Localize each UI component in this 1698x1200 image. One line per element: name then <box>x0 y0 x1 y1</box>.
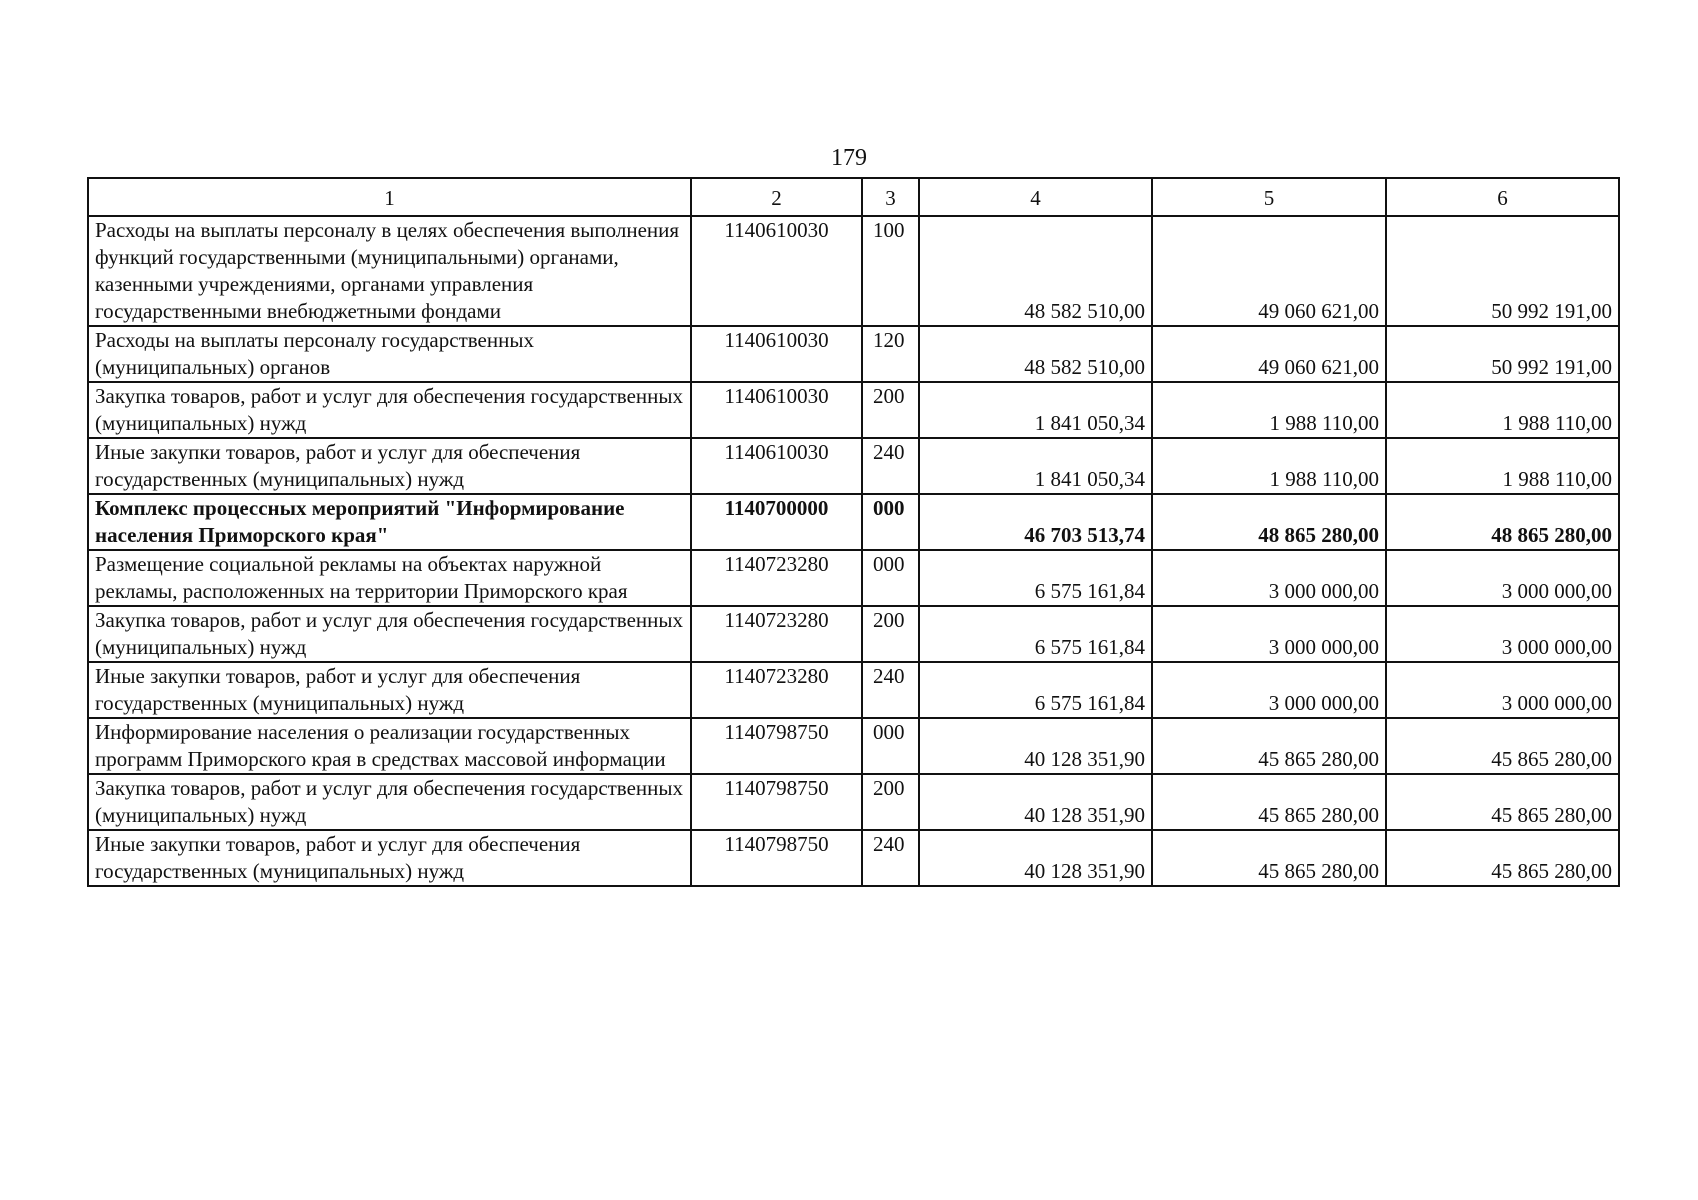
row-name: Расходы на выплаты персоналу государственных (муниципальных) органов <box>88 326 691 382</box>
table-body <box>88 216 1619 886</box>
table-row <box>88 774 1619 830</box>
row-amount-col-5: 45 865 280,00 <box>1152 774 1386 830</box>
row-amount-col-4: 48 582 510,00 <box>919 326 1152 382</box>
row-expense-type: 200 <box>862 774 919 830</box>
row-name: Информирование населения о реализации государственных программ Приморского края в средствах массовой информации <box>88 718 691 774</box>
row-expense-type: 000 <box>862 550 919 606</box>
row-amount-col-4: 1 841 050,34 <box>919 382 1152 438</box>
table-row <box>88 326 1619 382</box>
table-row <box>88 606 1619 662</box>
row-amount-col-6: 3 000 000,00 <box>1386 662 1619 718</box>
table-row <box>88 382 1619 438</box>
budget-table <box>87 177 1620 887</box>
row-amount-col-5: 1 988 110,00 <box>1152 382 1386 438</box>
row-amount-col-6: 50 992 191,00 <box>1386 326 1619 382</box>
row-expense-type: 240 <box>862 438 919 494</box>
row-code: 1140610030 <box>691 216 862 326</box>
row-amount-col-6: 3 000 000,00 <box>1386 606 1619 662</box>
row-name: Закупка товаров, работ и услуг для обеспечения государственных (муниципальных) нужд <box>88 606 691 662</box>
row-name: Закупка товаров, работ и услуг для обеспечения государственных (муниципальных) нужд <box>88 382 691 438</box>
row-amount-col-5: 3 000 000,00 <box>1152 550 1386 606</box>
row-name: Расходы на выплаты персоналу в целях обеспечения выполнения функций государственными (муниципальными) органами, казенными учреждениями, органами управления государственными внебюджетными фондами <box>88 216 691 326</box>
header-col-1: 1 <box>88 178 691 216</box>
row-code: 1140610030 <box>691 326 862 382</box>
header-col-4: 4 <box>919 178 1152 216</box>
table-row <box>88 550 1619 606</box>
row-expense-type: 240 <box>862 830 919 886</box>
table-row <box>88 718 1619 774</box>
row-amount-col-5: 45 865 280,00 <box>1152 830 1386 886</box>
row-expense-type: 000 <box>862 718 919 774</box>
table-row <box>88 216 1619 326</box>
row-amount-col-6: 45 865 280,00 <box>1386 774 1619 830</box>
table-row <box>88 830 1619 886</box>
page-number: 179 <box>831 145 867 171</box>
row-expense-type: 200 <box>862 382 919 438</box>
row-expense-type: 120 <box>862 326 919 382</box>
row-amount-col-6: 1 988 110,00 <box>1386 438 1619 494</box>
row-code: 1140610030 <box>691 382 862 438</box>
row-amount-col-6: 48 865 280,00 <box>1386 494 1619 550</box>
row-amount-col-5: 49 060 621,00 <box>1152 216 1386 326</box>
row-code: 1140700000 <box>691 494 862 550</box>
row-name: Закупка товаров, работ и услуг для обеспечения государственных (муниципальных) нужд <box>88 774 691 830</box>
row-amount-col-6: 3 000 000,00 <box>1386 550 1619 606</box>
row-expense-type: 100 <box>862 216 919 326</box>
header-col-2: 2 <box>691 178 862 216</box>
row-amount-col-6: 45 865 280,00 <box>1386 830 1619 886</box>
header-col-6: 6 <box>1386 178 1619 216</box>
table-row <box>88 438 1619 494</box>
row-expense-type: 000 <box>862 494 919 550</box>
row-amount-col-4: 40 128 351,90 <box>919 830 1152 886</box>
row-name: Иные закупки товаров, работ и услуг для обеспечения государственных (муниципальных) нужд <box>88 830 691 886</box>
row-amount-col-6: 50 992 191,00 <box>1386 216 1619 326</box>
row-amount-col-4: 1 841 050,34 <box>919 438 1152 494</box>
row-code: 1140798750 <box>691 830 862 886</box>
row-amount-col-4: 6 575 161,84 <box>919 606 1152 662</box>
row-amount-col-5: 49 060 621,00 <box>1152 326 1386 382</box>
header-col-5: 5 <box>1152 178 1386 216</box>
row-amount-col-6: 45 865 280,00 <box>1386 718 1619 774</box>
row-code: 1140798750 <box>691 718 862 774</box>
table-row <box>88 662 1619 718</box>
row-code: 1140723280 <box>691 662 862 718</box>
row-amount-col-5: 1 988 110,00 <box>1152 438 1386 494</box>
row-code: 1140610030 <box>691 438 862 494</box>
row-amount-col-4: 46 703 513,74 <box>919 494 1152 550</box>
row-name: Размещение социальной рекламы на объектах наружной рекламы, расположенных на территории Приморского края <box>88 550 691 606</box>
row-code: 1140723280 <box>691 550 862 606</box>
row-amount-col-4: 48 582 510,00 <box>919 216 1152 326</box>
row-amount-col-5: 3 000 000,00 <box>1152 606 1386 662</box>
row-amount-col-5: 45 865 280,00 <box>1152 718 1386 774</box>
row-amount-col-4: 6 575 161,84 <box>919 662 1152 718</box>
row-amount-col-5: 3 000 000,00 <box>1152 662 1386 718</box>
header-row <box>88 178 1619 216</box>
row-name: Иные закупки товаров, работ и услуг для обеспечения государственных (муниципальных) нужд <box>88 662 691 718</box>
header-col-3: 3 <box>862 178 919 216</box>
row-amount-col-4: 40 128 351,90 <box>919 718 1152 774</box>
row-expense-type: 240 <box>862 662 919 718</box>
row-amount-col-4: 40 128 351,90 <box>919 774 1152 830</box>
row-amount-col-6: 1 988 110,00 <box>1386 382 1619 438</box>
row-name: Иные закупки товаров, работ и услуг для обеспечения государственных (муниципальных) нужд <box>88 438 691 494</box>
row-code: 1140723280 <box>691 606 862 662</box>
row-expense-type: 200 <box>862 606 919 662</box>
row-code: 1140798750 <box>691 774 862 830</box>
row-name: Комплекс процессных мероприятий "Информирование населения Приморского края" <box>88 494 691 550</box>
row-amount-col-4: 6 575 161,84 <box>919 550 1152 606</box>
table-row <box>88 494 1619 550</box>
row-amount-col-5: 48 865 280,00 <box>1152 494 1386 550</box>
